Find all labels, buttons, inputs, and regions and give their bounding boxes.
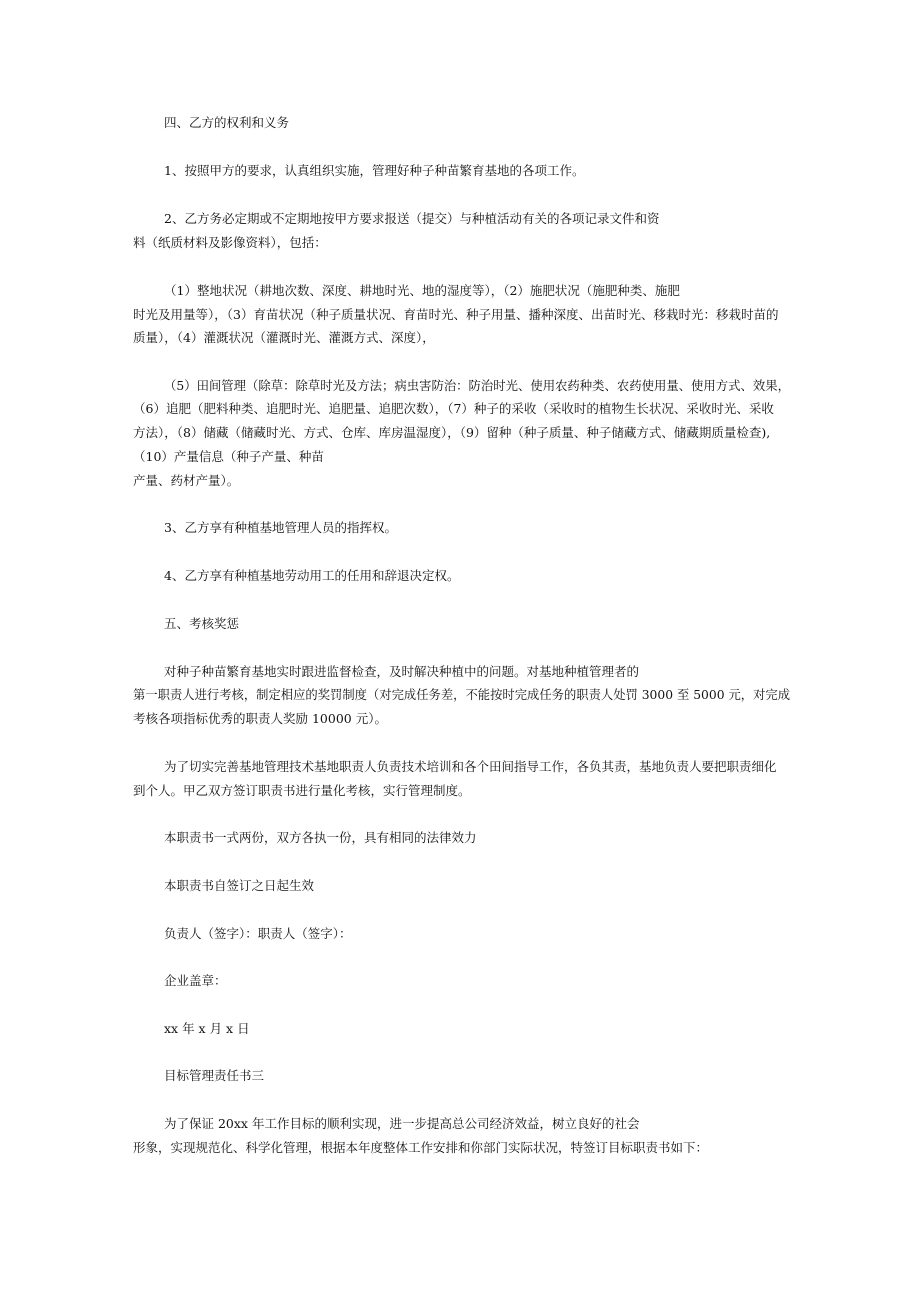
company-seal-line: 企业盖章： <box>164 973 227 988</box>
training-line-1: 为了切实完善基地管理技术基地职责人负责技术培训和各个田间指导工作，各负其责，基地负责人要把职责细化 <box>164 759 777 774</box>
items-2-line-4: （10）产量信息（种子产量、种苗 <box>133 449 324 464</box>
intro-line-2: 形象，实现规范化、科学化管理，根据本年度整体工作安排和你部门实际状况，特签订目标职责书如下： <box>133 1140 709 1155</box>
copies-statement: 本职责书一式两份，双方各执一份，具有相同的法律效力 <box>164 830 477 845</box>
items-1-line-1: （1）整地状况（耕地次数、深度、耕地时光、地的湿度等），（2）施肥状况（施肥种类、施肥 <box>164 283 680 298</box>
items-1-line-2: 时光及用量等），（3）育苗状况（种子质量状况、育苗时光、种子用量、播种深度、出苗时光、移栽时光：移栽时苗的 <box>133 307 779 322</box>
intro-line-1: 为了保证 20xx 年工作目标的顺利实现，进一步提高总公司经济效益，树立良好的社会 <box>164 1116 640 1131</box>
assessment-line-1: 对种子种苗繁育基地实时跟进监督检查，及时解决种植中的问题。对基地种植管理者的 <box>164 664 640 679</box>
section-heading-4: 四、乙方的权利和义务 <box>164 115 290 130</box>
section-heading-5: 五、考核奖惩 <box>164 616 240 631</box>
items-2-line-5: 产量、药材产量）。 <box>133 473 240 488</box>
assessment-line-3: 考核各项指标优秀的职责人奖励 10000 元）。 <box>133 711 387 726</box>
items-1-line-3: 质量），（4）灌溉状况（灌溉时光、灌溉方式、深度）， <box>133 330 435 345</box>
paragraph-2-line-1: 2、乙方务必定期或不定期地按甲方要求报送（提交）与种植活动有关的各项记录文件和资 <box>164 211 660 226</box>
paragraph-2-line-2: 料（纸质材料及影像资料），包括： <box>133 235 327 250</box>
items-2-line-2: （6）追肥（肥料种类、追肥时光、追肥量、追肥次数），（7）种子的采收（采收时的植物生长状况、采收时光、采收 <box>133 401 774 416</box>
paragraph-4: 4、乙方享有种植基地劳动用工的任用和辞退决定权。 <box>164 568 460 583</box>
document-title-3: 目标管理责任书三 <box>164 1068 265 1083</box>
signature-line: 负责人（签字）：职责人（签字）： <box>164 926 352 941</box>
items-2-line-3: 方法），（8）储藏（储藏时光、方式、仓库、库房温湿度），（9）留种（种子质量、种子储藏方式、储藏期质量检查), <box>133 425 771 440</box>
effective-statement: 本职责书自签订之日起生效 <box>164 878 315 893</box>
paragraph-1: 1、按照甲方的要求，认真组织实施，管理好种子种苗繁育基地的各项工作。 <box>164 163 585 178</box>
training-line-2: 到个人。甲乙双方签订职责书进行量化考核，实行管理制度。 <box>133 783 471 798</box>
items-2-line-1: （5）田间管理（除草：除草时光及方法；病虫害防治：防治时光、使用农药种类、农药使用量、使用方式、效果， <box>164 378 790 393</box>
assessment-line-2: 第一职责人进行考核，制定相应的奖罚制度（对完成任务差，不能按时完成任务的职责人处罚 3000 至 5000 元，对完成 <box>133 687 791 702</box>
date-line: xx 年 x 月 x 日 <box>164 1021 250 1036</box>
paragraph-3: 3、乙方享有种植基地管理人员的指挥权。 <box>164 520 397 535</box>
